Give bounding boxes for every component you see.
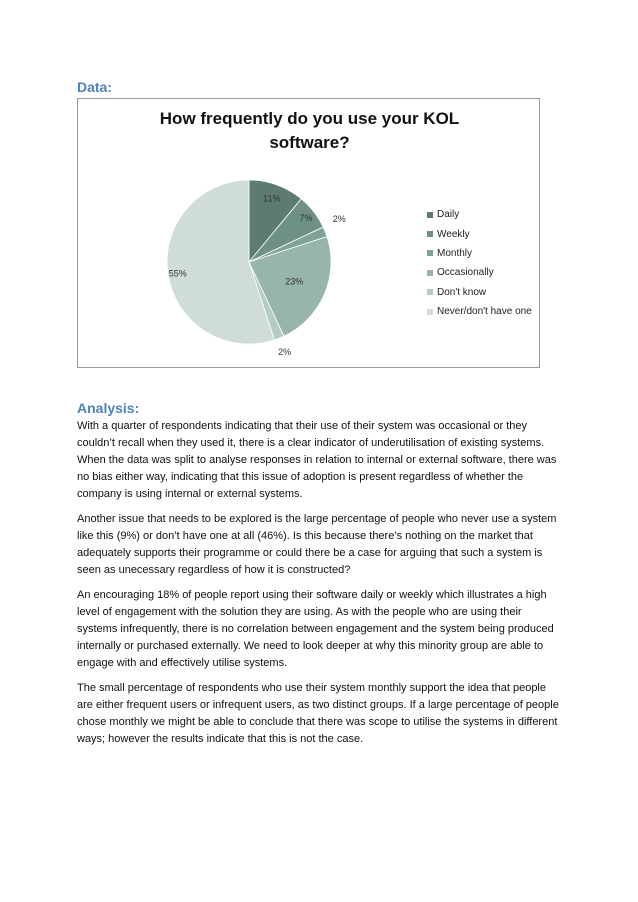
legend-swatch (427, 270, 433, 276)
legend-label: Monthly (437, 247, 473, 259)
chart-title-line-2: software? (269, 133, 350, 152)
pie-data-label: 55% (168, 268, 187, 279)
analysis-paragraph-3: An encouraging 18% of people report using their software daily or weekly which illustrates a high level of engagement with the solution they are using. As with the people who are using their systems infrequently, there is no correlation between engagement and the system being produced internally or purchased externally. We need to look deeper at why this minority group are able to engage with and effectively utilise systems. (77, 589, 554, 669)
analysis-paragraph-2: Another issue that needs to be explored is the large percentage of people who never use a system like this (9%) or don’t have one at all (46%). Is this because there’s nothing on the market that adequately supports their programme or could there be a case for arguing that such a system is seen as unecessary regardless of how it is constructed? (77, 513, 557, 576)
chart-legend (427, 205, 532, 321)
pie-data-label: 7% (299, 212, 313, 223)
analysis-heading: Analysis: (77, 400, 140, 416)
legend-label: Don't know (437, 286, 487, 298)
legend-swatch (427, 309, 433, 315)
pie-data-label: 11% (263, 193, 281, 204)
data-heading: Data: (77, 79, 113, 95)
analysis-paragraph-1: With a quarter of respondents indicating that their use of their system was occasional or they couldn’t recall when they used it, there is a clear indicator of underutilisation of existing systems. When the data was split to analyse responses in relation to internal or external software, there was no bias either way, indicating that this issue of adoption is present regardless of whether the company is using internal or external systems. (77, 420, 557, 500)
legend-item (427, 263, 532, 282)
legend-item (427, 302, 532, 321)
pie-data-label: 23% (285, 276, 304, 287)
legend-item (427, 224, 532, 243)
analysis-paragraph-4: The small percentage of respondents who use their system monthly support the idea that people are either frequent users or infrequent users, as two distinct groups. If a large percentage of people chose monthly we might be able to conclude that there was scope to utilise the systems in different ways; however the results indicate that this is not the case. (77, 682, 559, 745)
legend-swatch (427, 212, 433, 218)
pie-chart (77, 98, 540, 368)
legend-swatch (427, 250, 433, 256)
legend-swatch (427, 231, 433, 237)
legend-item (427, 205, 532, 224)
legend-label: Weekly (437, 228, 470, 240)
analysis-body (77, 418, 563, 756)
pie-data-label: 2% (332, 213, 346, 224)
legend-item (427, 244, 532, 263)
legend-label: Occasionally (437, 267, 494, 279)
chart-title-line-1: How frequently do you use your KOL (159, 109, 460, 128)
legend-swatch (427, 289, 433, 295)
legend-item (427, 283, 532, 302)
legend-label: Daily (437, 209, 460, 221)
pie-data-label: 2% (278, 347, 292, 357)
legend-label: Never/don't have one (437, 306, 532, 318)
